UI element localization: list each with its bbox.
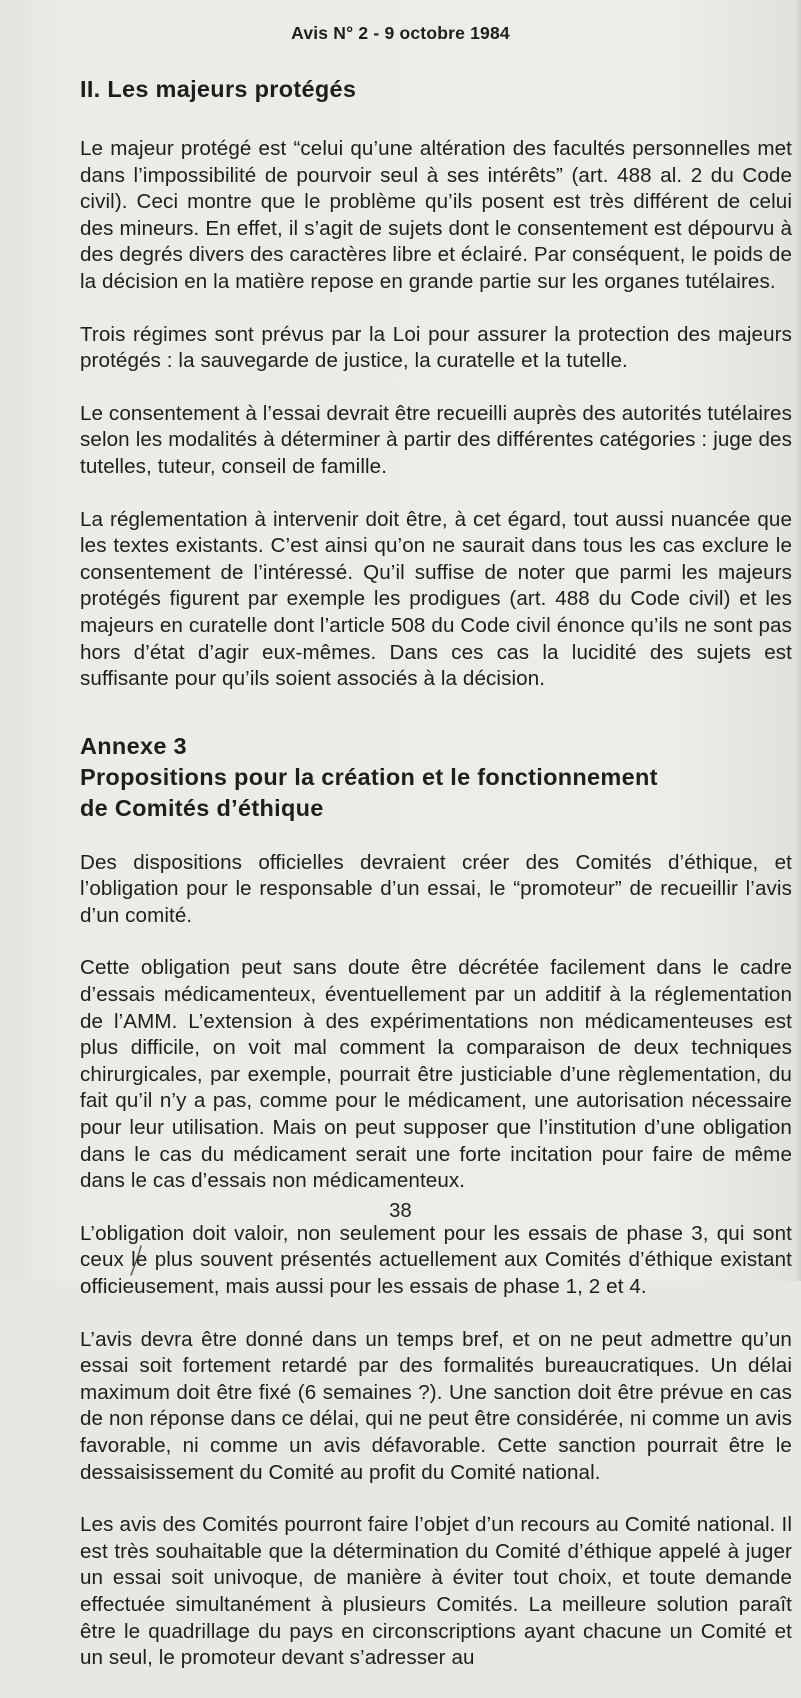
page-number: 38 [389,1200,412,1222]
paragraph: Des dispositions officielles devraient créer des Comités d’éthique, et l’obligation pour le responsable d’un essai, le “promoteur” de recueillir l’avis d’un comité. [80,850,792,927]
page-edge-shadow [795,0,801,1281]
paragraph: Le majeur protégé est “celui qu’une altération des facultés personnelles met dans l’impossibilité de pourvoir seul à ses intérêts” (art. 488 al. 2 du Code civil). Ceci montre que le problème qu’ils posent est très différent de celui des mineurs. En effet, il s’agit de sujets dont le consentement est dépourvu à des degrés divers des caractères libre et éclairé. Par conséquent, le poids de la décision en la matière repose en grande partie sur les organes tutélaires. [80,137,792,293]
paragraph: L’avis devra être donné dans un temps bref, et on ne peut admettre qu’un essai soit fortement retardé par des formalités bureaucratiques. Un délai maximum doit être fixé (6 semaines ?). Une sanction doit être prévue en cas de non réponse dans ce délai, qui ne peut être considérée, ni comme un avis favorable, ni comme un avis défavorable. Cette sanction pourrait être le dessaisissement du Comité au profit du Comité national. [80,1327,792,1484]
paragraph: Cette obligation peut sans doute être décrétée facilement dans le cadre d’essais médicamenteux, éventuellement par un additif à la réglementation de l’AMM. L’extension à des expérimentations non médicamenteuses est plus difficile, on voit mal comment la comparaison de deux techniques chirurgicales, par exemple, pourrait être justiciable d’une règlementation, du fait qu’il n’y a pas, comme pour le médicament, une autorisation nécessaire pour leur utilisation. Mais on peut supposer que l’institution d’une obligation dans le cas du médicament serait une forte incitation pour faire de même dans le cas d’essais non médicamenteux. [80,956,792,1193]
running-header: Avis N° 2 - 9 octobre 1984 [291,23,510,43]
annex-title [80,731,792,824]
paragraph: Trois régimes sont prévus par la Loi pour assurer la protection des majeurs protégés : la sauvegarde de justice, la curatelle et la tutelle. [80,322,792,373]
paragraph: L’obligation doit valoir, non seulement pour les essais de phase 3, qui sont ceux le plus souvent présentés actuellement aux Comités d’éthique existant officieusement, mais aussi pour les essais de phase 1, 2 et 4. [80,1221,792,1298]
annex-title-line: Propositions pour la création et le fonctionnement [80,763,658,790]
paragraph: La réglementation à intervenir doit être, à cet égard, tout aussi nuancée que les textes existants. C’est ainsi qu’on ne saurait dans tous les cas exclure le consentement de l’intéressé. Qu’il suffise de noter que parmi les majeurs protégés figurent par exemple les prodigues (art. 488 du Code civil) et les majeurs en curatelle dont l’article 508 du Code civil énonce qu’ils ne sont pas hors d’état d’agir eux-mêmes. Dans ces cas la lucidité des sujets est suffisante pour qu’ils soient associés à la décision. [80,507,792,691]
paragraph: Les avis des Comités pourront faire l’objet d’un recours au Comité national. Il est très souhaitable que la détermination du Comité d’éthique appelé à juger un essai soit univoque, de manière à éviter tout choix, et toute demande effectuée simultanément à plusieurs Comités. La meilleure solution paraît être le quadrillage du pays en circonscriptions ayant chacune un Comité et un seul, le promoteur devant s’adresser au [80,1513,792,1670]
page-body [80,76,792,1698]
pen-mark-icon [128,1244,144,1278]
annex-title-line: Annexe 3 [80,732,187,759]
paragraph: Le consentement à l’essai devrait être recueilli auprès des autorités tutélaires selon les modalités à déterminer à partir des différentes catégories : juge des tutelles, tuteur, conseil de famille. [80,401,792,478]
section-title: II. Les majeurs protégés [80,76,357,102]
annex-title-line: de Comités d’éthique [80,794,324,821]
